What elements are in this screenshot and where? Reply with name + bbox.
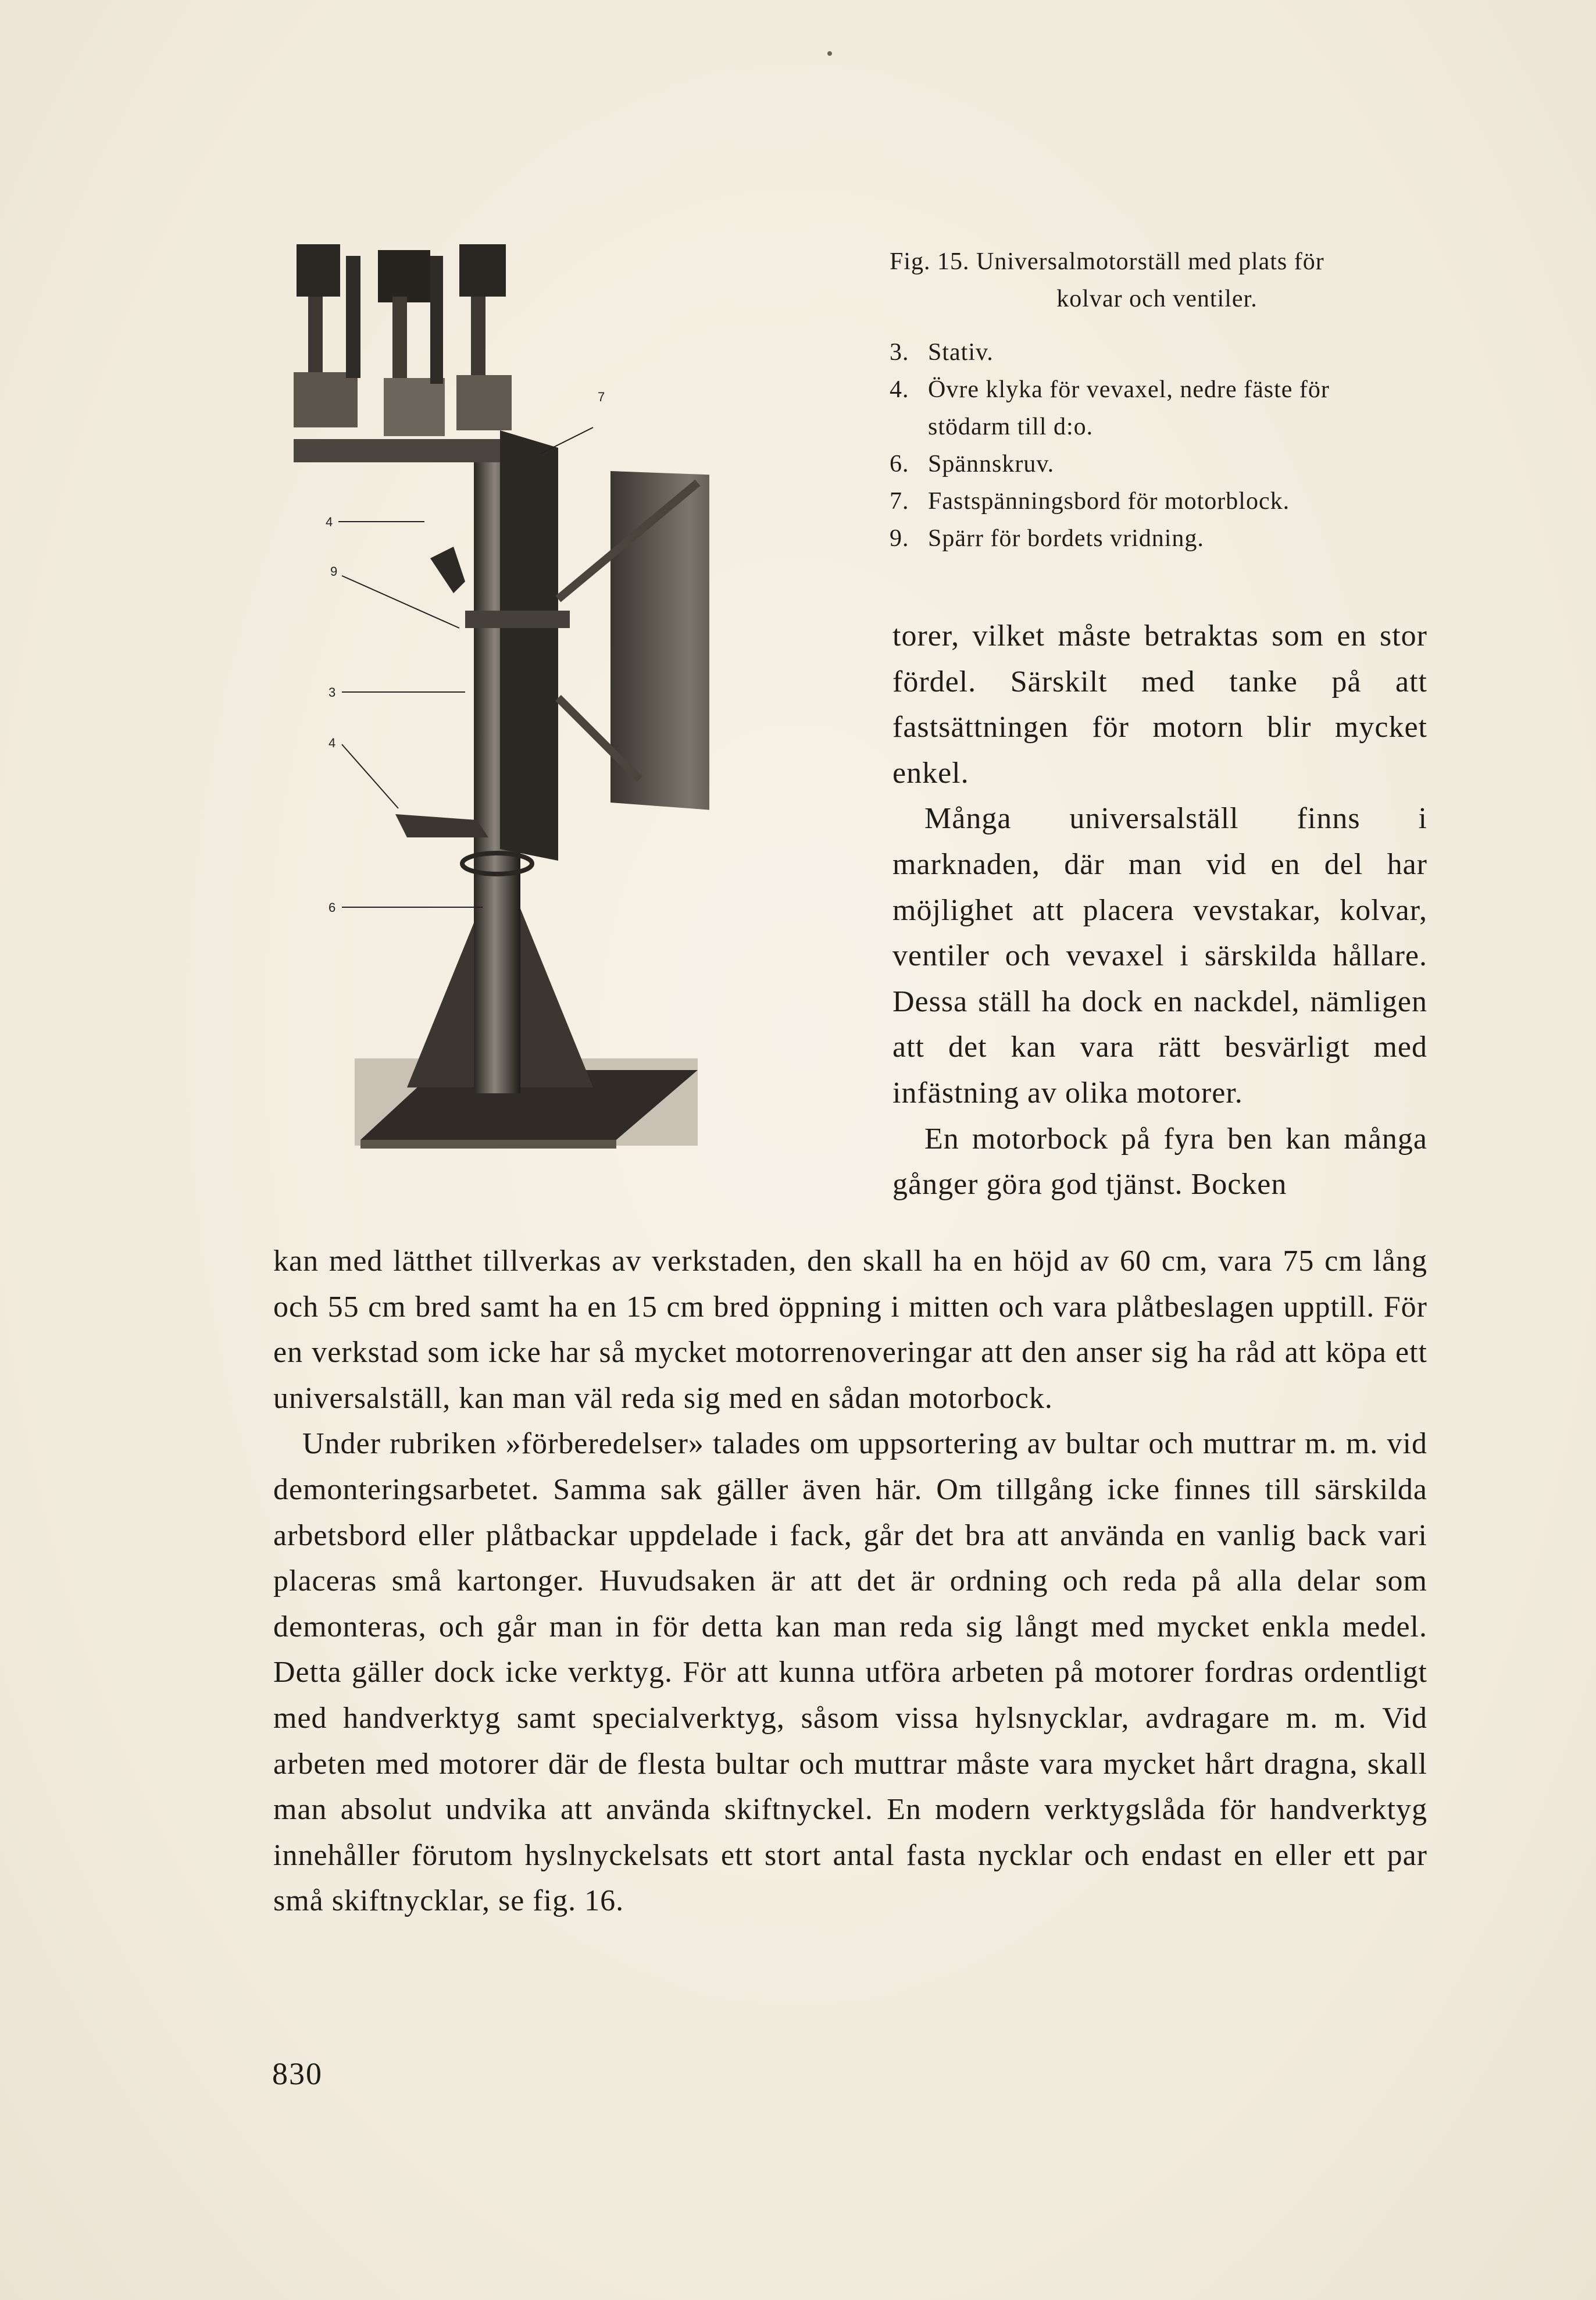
callout-7: 7 [598,390,605,404]
crank-fork [430,547,465,593]
caption-title: Fig. 15. Universalmotorställ med plats för [890,248,1324,275]
figure-caption [890,243,1424,557]
callout-4-lower: 4 [329,736,336,750]
legend-item: 9. Spärr för bordets vridning. [890,525,1204,552]
full-width-text [273,1239,1427,1924]
legend-item: 6. Spännskruv. [890,451,1055,477]
page-number: 830 [272,2056,323,2091]
paragraph-1: torer, vilket måste betraktas som en stor fördel. Särskilt med tanke på att fastsättningen för motorn blir mycket enkel. [892,619,1427,790]
callout-9: 9 [330,564,338,579]
paragraph-2: Många universalställ finns i marknaden, där man vid en del har möjlighet att placera vevstakar, kolvar, ventiler och vevaxel i särskilda hållare. Dessa ställ ha dock en nackdel, nämligen att det kan vara rätt besvärligt med infästning av olika motorer. [892,802,1427,1110]
paragraph-4: Under rubriken »förberedelser» talades om uppsortering av bultar och muttrar m. m. vid demonteringsarbetet. Samma sak gäller även här. Om tillgång icke finnes till särskilda arbetsbord eller plåtbackar uppdelade i fack, går det bra att använda en vanlig back vari placeras små kartonger. Huvudsaken är att det är ordning och reda på alla delar som demonteras, och går man in för detta kan man reda sig långt med mycket enkla medel. Detta gäller dock icke verktyg. För att kunna utföra arbeten på motorer fordras ordentligt med handverktyg samt specialverktyg, såsom vissa hylsnycklar, avdragare m. m. Vid arbeten med motorer där de flesta bultar och muttrar måste vara mycket hårt dragna, skall man absolut undvika att använda skiftnyckel. En modern verktygslåda för handverktyg innehåller förutom hyslnyckelsats ett stort antal fasta nycklar och endast en eller ett par små skiftnycklar, se fig. 16. [273,1427,1427,1918]
callout-4-upper: 4 [326,515,333,529]
callout-6: 6 [329,900,336,915]
legend-list [890,334,1424,557]
legend-item: 4. Övre klyka för vevaxel, nedre fäste för [890,376,1330,403]
motor-stand-illustration [291,233,709,1157]
legend-item-cont: stödarm till d:o. [928,413,1094,440]
caption-title-cont: kolvar och ventiler. [1056,286,1258,312]
print-speck [827,51,832,56]
paragraph-3-start: En motorbock på fyra ben kan många gånger göra god tjänst. Bocken [892,1122,1427,1201]
paragraph-3-cont: kan med lätthet tillverkas av verkstaden, den skall ha en höjd av 60 cm, vara 75 cm lång och 55 cm bred samt ha en 15 cm bred öppning i mitten och vara plåtbeslagen upptill. För en verkstad som icke har så mycket motorrenoveringar att den anser sig ha råd att köpa ett universalställ, kan man väl reda sig med en sådan motorbock. [273,1245,1427,1415]
legend-item: 7. Fastspänningsbord för motorblock. [890,488,1290,515]
top-shelf [294,439,515,462]
figure-motor-stand [291,233,709,1157]
legend-item: 3. Stativ. [890,339,994,366]
callout-3: 3 [329,685,336,700]
column-text [892,614,1427,1208]
clamping-table [500,430,558,861]
pistons-and-rods [294,244,512,436]
